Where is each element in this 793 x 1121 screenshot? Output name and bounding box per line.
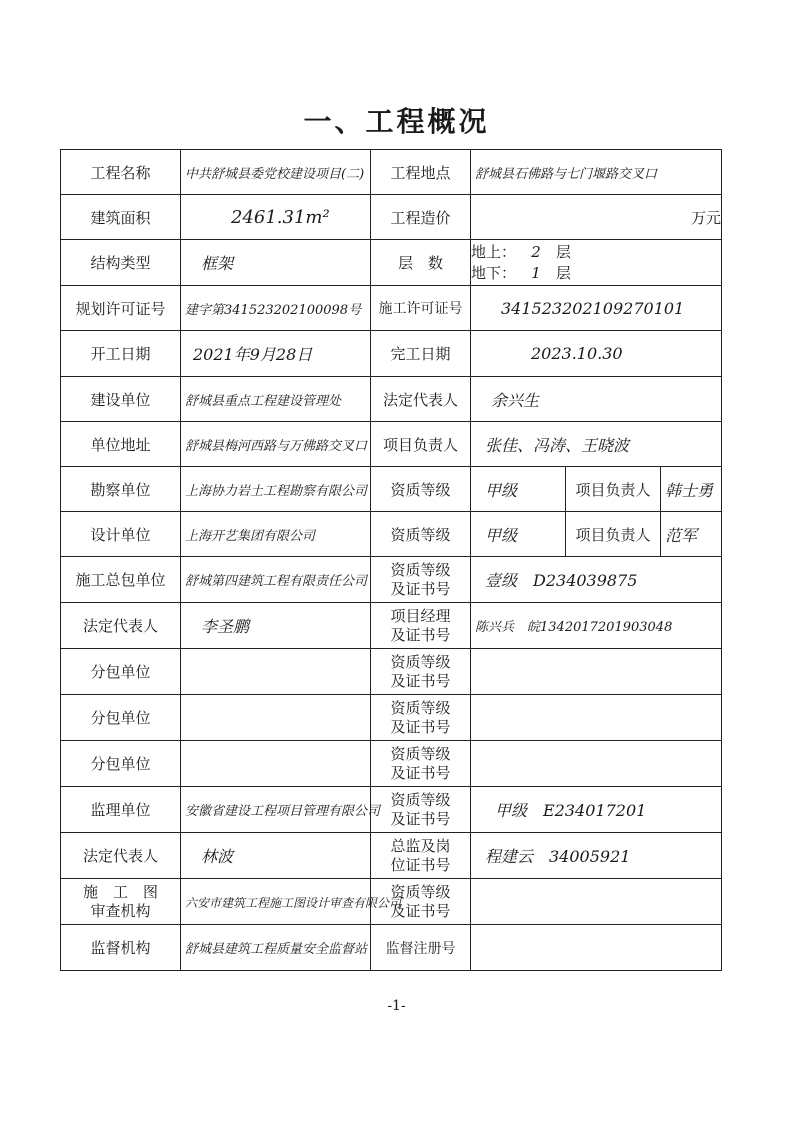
value-project-location: 舒城县石佛路与七门堰路交叉口 <box>475 166 658 182</box>
label-project-cost: 工程造价 <box>371 195 471 240</box>
label-construction-unit: 建设单位 <box>61 377 181 422</box>
label-subcontractor-qualification <box>371 695 471 741</box>
value-review-qualification <box>471 879 722 925</box>
label-line-2: 及证书号 <box>390 901 451 920</box>
value-supervision-legal-rep: 林波 <box>201 847 234 866</box>
label-legal-rep-owner: 法定代表人 <box>371 377 471 422</box>
value-supervision-agency: 舒城县建筑工程质量安全监督站 <box>185 942 368 957</box>
value-subcontractor <box>181 741 371 787</box>
label-design-qualification: 资质等级 <box>371 512 471 557</box>
floors-above-label: 地上： <box>471 242 517 261</box>
row-project-name <box>61 150 722 195</box>
label-floors: 层 数 <box>371 240 471 286</box>
label-line-1: 资质等级 <box>390 560 451 579</box>
row-survey <box>61 467 722 512</box>
row-design <box>61 512 722 557</box>
row-permits <box>61 286 722 331</box>
value-general-contractor: 舒城第四建筑工程有限责任公司 <box>185 574 368 589</box>
value-design-qualification: 甲级 <box>485 525 518 545</box>
page-title: 一、工程概况 <box>303 105 490 138</box>
row-general-contractor <box>61 557 722 603</box>
value-survey-leader: 韩士勇 <box>665 480 714 500</box>
label-supervision-agency: 监督机构 <box>61 925 181 971</box>
label-supervision-unit: 监理单位 <box>61 787 181 833</box>
label-survey-qualification: 资质等级 <box>371 467 471 512</box>
label-design-unit: 设计单位 <box>61 512 181 557</box>
label-general-contractor: 施工总包单位 <box>61 557 181 603</box>
row-supervision-legal <box>61 833 722 879</box>
value-supervision-unit: 安徽省建设工程项目管理有限公司 <box>185 804 381 819</box>
project-overview-table <box>60 149 722 971</box>
value-supervision-qualification: 甲级 E234017201 <box>495 801 647 820</box>
page-number: -1- <box>387 998 406 1014</box>
floors-above-value: 2 <box>531 242 541 261</box>
label-unit-address: 单位地址 <box>61 422 181 467</box>
value-subcontractor <box>181 649 371 695</box>
label-line-1: 项目经理 <box>390 606 451 625</box>
label-subcontractor: 分包单位 <box>61 695 181 741</box>
row-supervision-agency <box>61 925 722 971</box>
label-line-2: 及证书号 <box>390 809 451 828</box>
label-design-leader: 项目负责人 <box>566 512 661 557</box>
label-line-1: 资质等级 <box>390 882 451 901</box>
label-subcontractor-qualification <box>371 649 471 695</box>
value-completion-date: 2023.10.30 <box>531 344 623 363</box>
label-project-leader: 项目负责人 <box>371 422 471 467</box>
value-unit-address: 舒城县梅河西路与万佛路交叉口 <box>185 438 368 454</box>
value-design-unit: 上海开艺集团有限公司 <box>185 528 316 544</box>
label-project-manager <box>371 603 471 649</box>
row-contractor-legal <box>61 603 722 649</box>
value-survey-unit: 上海协力岩土工程勘察有限公司 <box>185 483 368 499</box>
value-planning-permit: 建字第341523202100098号 <box>185 302 362 318</box>
label-line-2: 位证书号 <box>390 855 451 874</box>
label-completion-date: 完工日期 <box>371 331 471 377</box>
floors-below-label: 地下： <box>471 263 517 282</box>
label-drawing-review <box>61 879 181 925</box>
label-project-location: 工程地点 <box>371 150 471 195</box>
value-project-manager: 陈兴兵 皖1342017201903048 <box>475 620 673 635</box>
row-area <box>61 195 722 240</box>
label-start-date: 开工日期 <box>61 331 181 377</box>
row-owner <box>61 377 722 422</box>
label-line-1: 总监及岗 <box>390 836 451 855</box>
label-project-name: 工程名称 <box>61 150 181 195</box>
value-project-name: 中共舒城县委党校建设项目(二) <box>185 166 365 182</box>
label-line-2: 及证书号 <box>390 579 451 598</box>
value-supervision-registration <box>471 925 722 971</box>
value-construction-permit: 341523202109270101 <box>501 298 685 318</box>
label-line-2: 及证书号 <box>390 717 451 736</box>
value-structure-type: 框架 <box>201 254 234 273</box>
value-contractor-qualification: 壹级 D234039875 <box>485 571 638 590</box>
value-subcontractor-qualification <box>471 695 722 741</box>
label-review-qualification <box>371 879 471 925</box>
label-contractor-legal-rep: 法定代表人 <box>61 603 181 649</box>
label-supervision-registration: 监督注册号 <box>371 925 471 971</box>
value-chief-supervisor: 程建云 34005921 <box>485 847 631 866</box>
row-drawing-review <box>61 879 722 925</box>
row-subcontractor-1 <box>61 649 722 695</box>
label-line-2: 审查机构 <box>90 901 151 920</box>
row-structure <box>61 240 722 286</box>
label-line-1: 资质等级 <box>390 790 451 809</box>
label-line-1: 资质等级 <box>390 698 451 717</box>
label-construction-permit: 施工许可证号 <box>371 286 471 331</box>
label-line-1: 资质等级 <box>390 652 451 671</box>
value-legal-rep-owner: 余兴生 <box>491 390 540 410</box>
row-subcontractor-2 <box>61 695 722 741</box>
value-start-date: 2021年9月28日 <box>193 345 313 364</box>
label-planning-permit: 规划许可证号 <box>61 286 181 331</box>
label-supervision-legal-rep: 法定代表人 <box>61 833 181 879</box>
row-dates <box>61 331 722 377</box>
floors-below-value: 1 <box>531 263 541 282</box>
label-line-2: 及证书号 <box>390 763 451 782</box>
value-subcontractor-qualification <box>471 649 722 695</box>
label-survey-leader: 项目负责人 <box>566 467 661 512</box>
row-address <box>61 422 722 467</box>
value-survey-qualification: 甲级 <box>485 480 518 500</box>
label-subcontractor-qualification <box>371 741 471 787</box>
label-structure-type: 结构类型 <box>61 240 181 286</box>
floors-above-unit: 层 <box>556 242 572 261</box>
value-project-cost-unit: 万元 <box>471 195 722 240</box>
label-survey-unit: 勘察单位 <box>61 467 181 512</box>
floors-below-unit: 层 <box>556 263 572 282</box>
row-subcontractor-3 <box>61 741 722 787</box>
label-contractor-qualification <box>371 557 471 603</box>
label-subcontractor: 分包单位 <box>61 741 181 787</box>
value-building-area: 2461.31m² <box>231 206 330 228</box>
label-subcontractor: 分包单位 <box>61 649 181 695</box>
value-drawing-review: 六安市建筑工程施工图设计审查有限公司 <box>185 895 402 910</box>
label-line-1: 资质等级 <box>390 744 451 763</box>
value-subcontractor-qualification <box>471 741 722 787</box>
label-chief-supervisor <box>371 833 471 879</box>
label-line-2: 及证书号 <box>390 625 451 644</box>
value-subcontractor <box>181 695 371 741</box>
value-floors <box>471 240 722 286</box>
label-supervision-qualification <box>371 787 471 833</box>
value-construction-unit: 舒城县重点工程建设管理处 <box>185 393 342 409</box>
label-line-2: 及证书号 <box>390 671 451 690</box>
value-contractor-legal-rep: 李圣鹏 <box>201 617 250 636</box>
label-building-area: 建筑面积 <box>61 195 181 240</box>
value-design-leader: 范军 <box>665 525 698 545</box>
row-supervision <box>61 787 722 833</box>
value-project-leader: 张佳、冯涛、王晓波 <box>485 435 630 455</box>
label-line-1: 施 工 图 <box>82 882 158 901</box>
